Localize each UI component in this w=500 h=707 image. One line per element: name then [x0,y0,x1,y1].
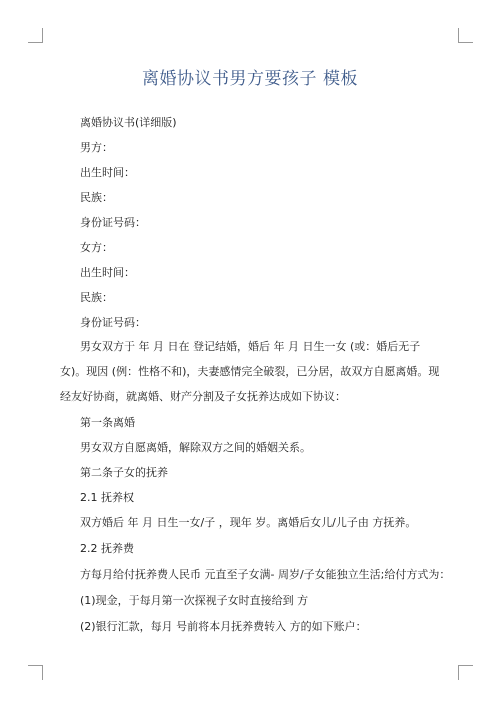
corner-mark-bottom-right [458,665,473,680]
article-2-heading: 第二条子女的抚养 [80,466,168,479]
field-male-ethnicity: 民族： [80,191,113,204]
field-male: 男方： [80,141,113,154]
corner-mark-top-left [28,28,43,43]
field-female-ethnicity: 民族： [80,291,113,304]
corner-mark-top-right [458,28,473,43]
article-1-text: 男女双方自愿离婚，解除双方之间的婚姻关系。 [80,441,311,454]
payment-option-cash: (1)现金，于每月第一次探视子女时直接给到 方 [80,594,309,607]
intro-paragraph [60,334,440,409]
field-male-birth: 出生时间： [80,166,135,179]
section-2-1-text: 双方婚后 年 月 日生一女/子 ，现年 岁。离婚后女儿/儿子由 方抚养。 [80,516,417,529]
section-2-2-heading: 2.2 抚养费 [80,542,134,555]
payment-option-bank: (2)银行汇款，每月 号前将本月抚养费转入 方的如下账户： [80,620,367,633]
document-title: 离婚协议书男方要孩子 模板 [142,69,358,89]
doc-subtitle: 离婚协议书(详细版) [80,116,177,129]
field-female-id: 身份证号码： [80,316,146,329]
field-female-birth: 出生时间： [80,266,135,279]
section-2-2-text: 方每月给付抚养费人民币 元直至子女满- 周岁/子女能独立生活;给付方式为： [80,568,451,581]
section-2-1-heading: 2.1 抚养权 [80,491,134,504]
article-1-heading: 第一条离婚 [80,416,135,429]
field-male-id: 身份证号码： [80,216,146,229]
intro-paragraph-text: 男女双方于 年 月 日在 登记结婚，婚后 年 月 日生一女 (或：婚后无子女)。现因 (例：性格不和)，夫妻感情完全破裂，已分居，故双方自愿离婚。现经友好协商，就离婚、财产分割及子女抚养达成如下协议： [60,340,440,403]
corner-mark-bottom-left [28,665,43,680]
field-female: 女方： [80,241,113,254]
